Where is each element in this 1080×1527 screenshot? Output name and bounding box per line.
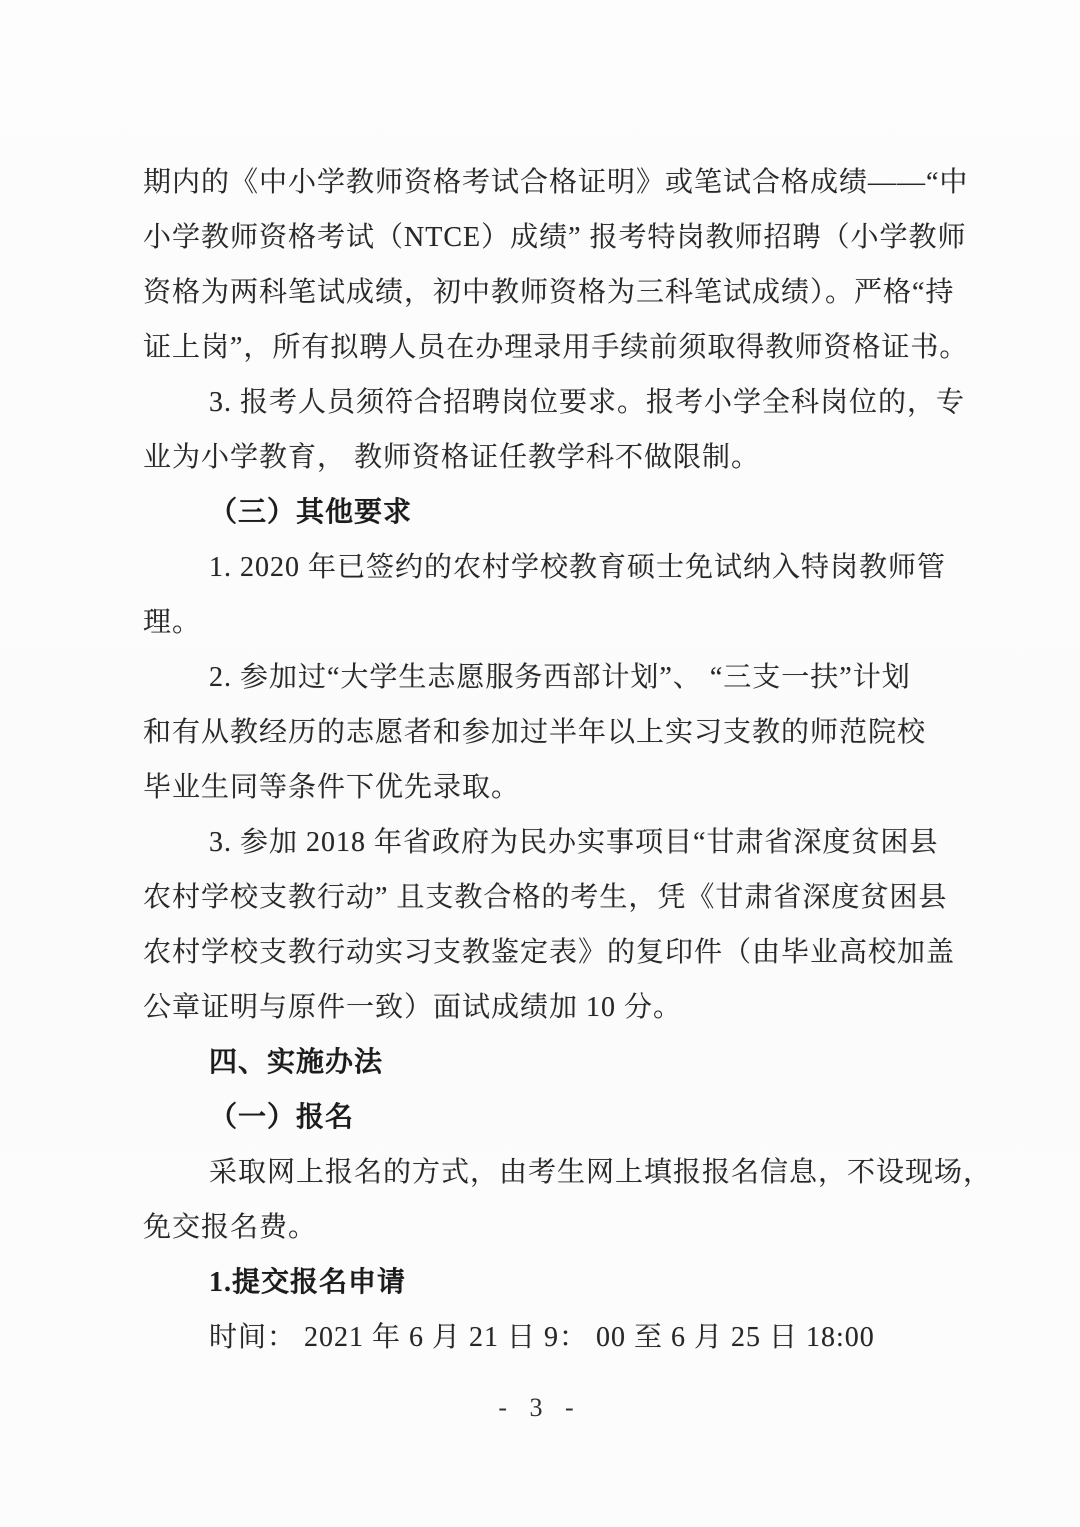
document-line: 农村学校支教行动” 且支教合格的考生，凭《甘肃省深度贫困县 [143, 882, 948, 913]
heading-submit-application: 1.提交报名申请 [209, 1267, 407, 1298]
document-line: 2. 参加过“大学生志愿服务西部计划”、 “三支一扶”计划 [209, 662, 911, 693]
document-line: 期内的《中小学教师资格考试合格证明》或笔试合格成绩——“中 [143, 167, 969, 198]
heading-other-requirements: （三）其他要求 [209, 497, 413, 528]
heading-implementation-measures: 四、实施办法 [209, 1047, 384, 1078]
document-line: 3. 参加 2018 年省政府为民办实事项目“甘肃省深度贫困县 [209, 827, 939, 858]
document-line: 和有从教经历的志愿者和参加过半年以上实习支教的师范院校 [143, 717, 927, 748]
document-line: 理。 [143, 607, 202, 638]
page-number: - 3 - [498, 1393, 582, 1422]
document-line: 1. 2020 年已签约的农村学校教育硕士免试纳入特岗教师管 [209, 552, 947, 583]
document-line: 3. 报考人员须符合招聘岗位要求。报考小学全科岗位的，专 [209, 387, 966, 418]
document-line: 毕业生同等条件下优先录取。 [143, 772, 521, 803]
document-line: 小学教师资格考试（NTCE）成绩” 报考特岗教师招聘（小学教师 [143, 222, 967, 253]
document-line: 时间： 2021 年 6 月 21 日 9： 00 至 6 月 25 日 18:00 [209, 1322, 875, 1353]
document-line: 农村学校支教行动实习支教鉴定表》的复印件（由毕业高校加盖 [143, 937, 956, 968]
document-line: 证上岗”，所有拟聘人员在办理录用手续前须取得教师资格证书。 [143, 332, 969, 363]
heading-registration: （一）报名 [209, 1102, 355, 1133]
document-line: 公章证明与原件一致）面试成绩加 10 分。 [143, 992, 683, 1023]
document-line: 业为小学教育， 教师资格证任教学科不做限制。 [143, 442, 761, 473]
document-line: 免交报名费。 [143, 1212, 318, 1243]
document-body [143, 155, 993, 1365]
document-line: 采取网上报名的方式，由考生网上填报报名信息，不设现场， [209, 1157, 993, 1188]
document-line: 资格为两科笔试成绩，初中教师资格为三科笔试成绩）。严格“持 [143, 277, 955, 308]
